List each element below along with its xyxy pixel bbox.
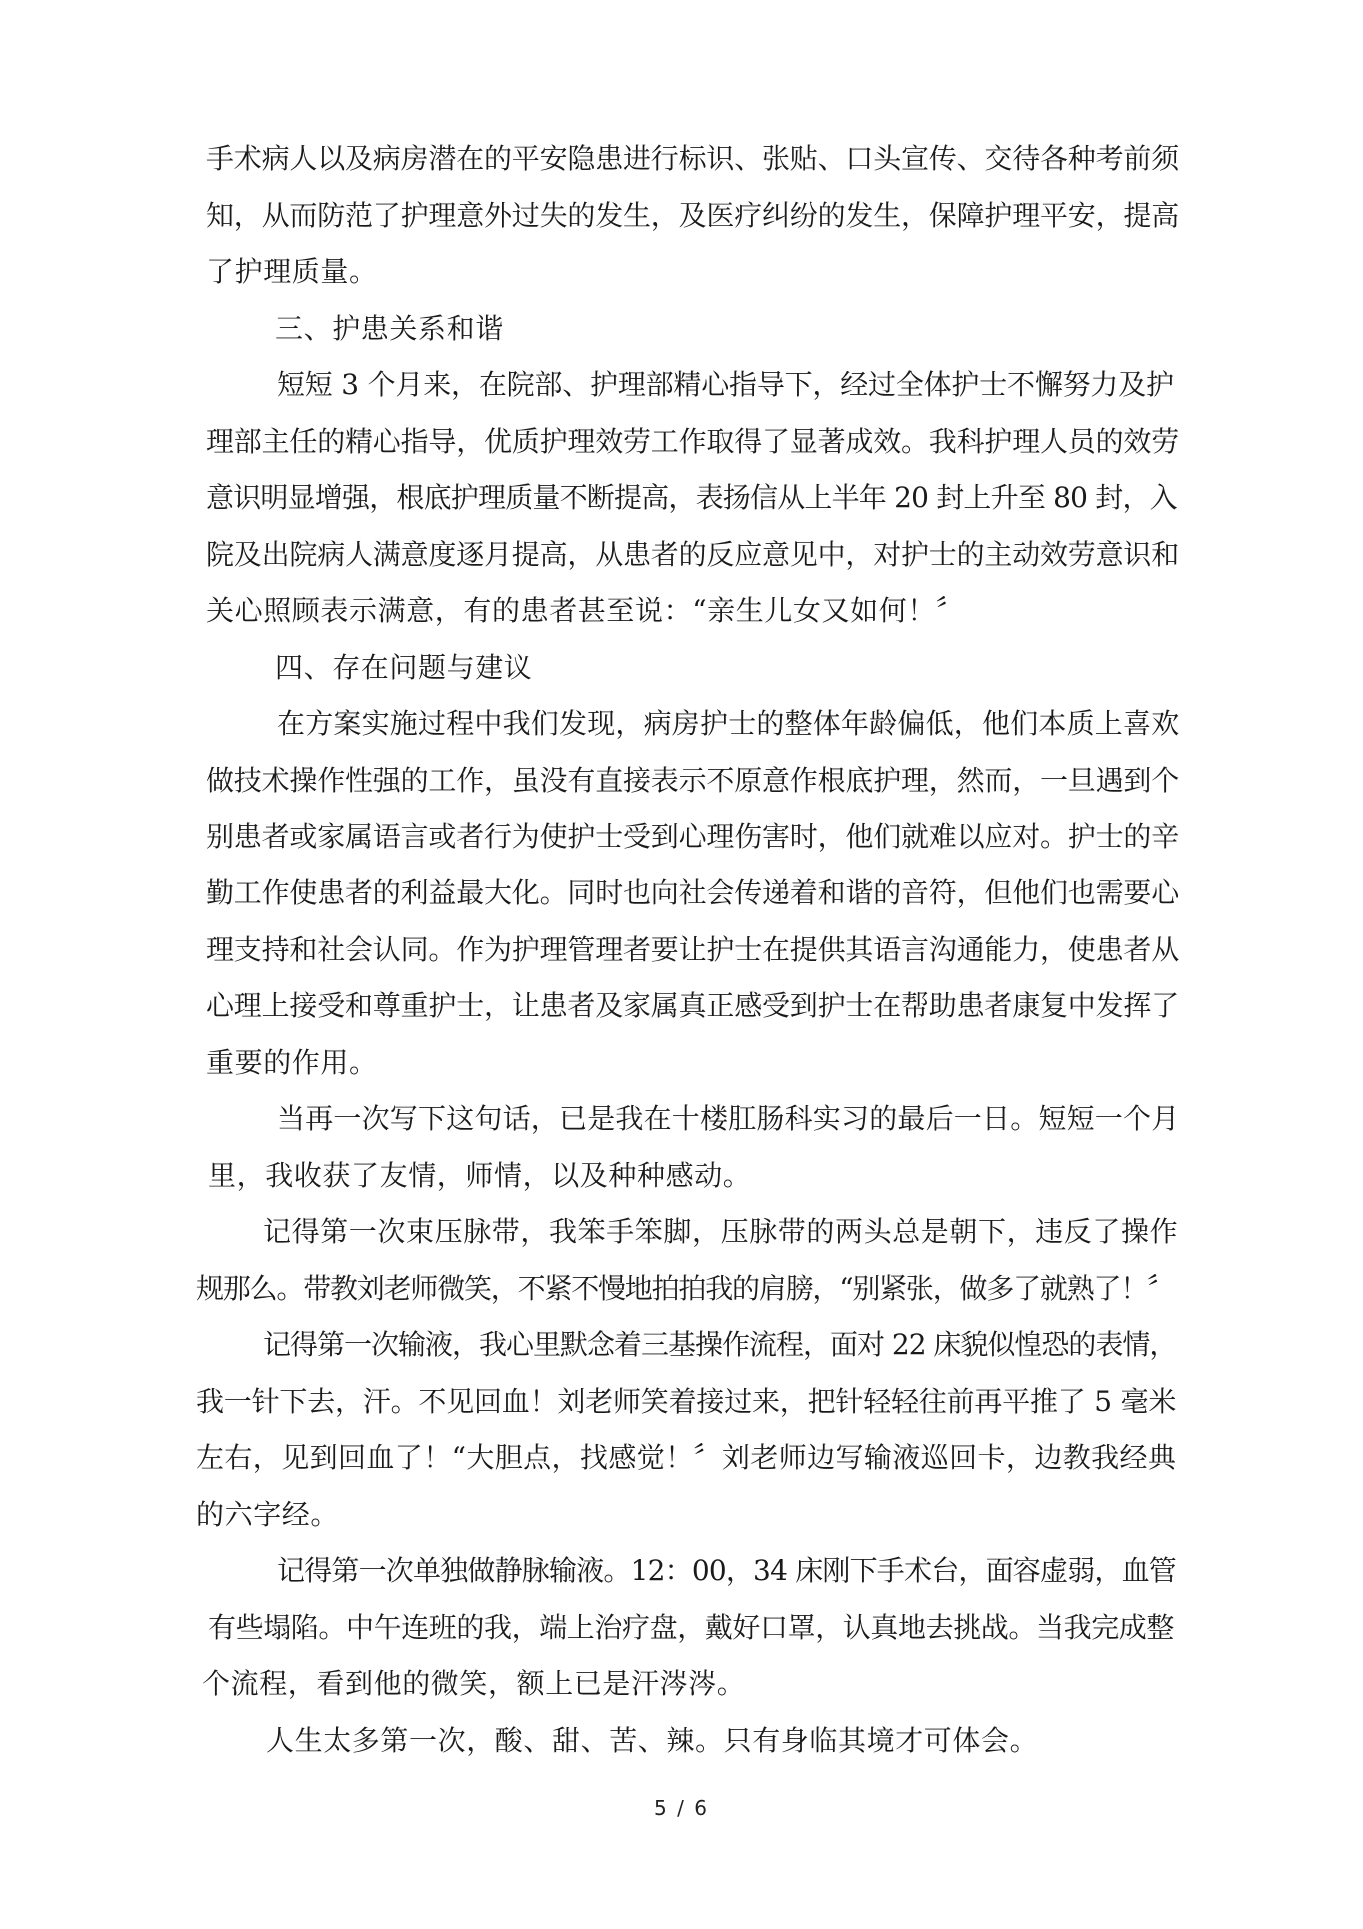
text-line: 做技术操作性强的工作，虽没有直接表示不原意作根底护理，然而，一旦遇到个 — [206, 764, 1180, 797]
text-line: 记得第一次输液，我心里默念着三基操作流程，面对 22 床貌似惶恐的表情， — [263, 1328, 1177, 1361]
text-line: 里，我收获了友情，师情，以及种种感动。 — [208, 1159, 752, 1192]
text-line: 记得第一次束压脉带，我笨手笨脚，压脉带的两头总是朝下，违反了操作 — [263, 1215, 1179, 1248]
section-heading: 三、护患关系和谐 — [275, 312, 504, 345]
text-line: 短短 3 个月来，在院部、护理部精心指导下，经过全体护士不懈努力及护 — [277, 368, 1174, 401]
text-line: 关心照顾表示满意，有的患者甚至说：“亲生儿女又如何！〞 — [206, 594, 965, 627]
text-line: 理部主任的精心指导，优质护理效劳工作取得了显著成效。我科护理人员的效劳 — [206, 425, 1180, 458]
text-line: 规那么。带教刘老师微笑，不紧不慢地拍拍我的肩膀，“别紧张，做多了就熟了！〞 — [196, 1272, 1174, 1305]
text-line: 在方案实施过程中我们发现，病房护士的整体年龄偏低，他们本质上喜欢 — [277, 707, 1180, 740]
text-line: 重要的作用。 — [206, 1046, 378, 1079]
page-number: 5 / 6 — [654, 1796, 709, 1820]
text-line: 有些塌陷。中午连班的我，端上治疗盘，戴好口罩，认真地去挑战。当我完成整 — [208, 1611, 1175, 1644]
text-line: 了护理质量。 — [206, 255, 378, 288]
text-line: 院及出院病人满意度逐月提高，从患者的反应意见中，对护士的主动效劳意识和 — [206, 538, 1180, 571]
text-line: 左右，见到回血了！“大胆点，找感觉！〞刘老师边写输液巡回卡，边教我经典 — [196, 1441, 1177, 1474]
text-line: 手术病人以及病房潜在的平安隐患进行标识、张贴、口头宣传、交待各种考前须 — [206, 142, 1180, 175]
text-line: 知，从而防范了护理意外过失的发生，及医疗纠纷的发生，保障护理平安，提高 — [206, 199, 1180, 232]
text-line: 个流程，看到他的微笑，额上已是汗涔涔。 — [202, 1667, 746, 1700]
text-line: 意识明显增强，根底护理质量不断提高，表扬信从上半年 20 封上升至 80 封，入 — [206, 481, 1177, 514]
text-line: 记得第一次单独做静脉输液。12：00，34 床刚下手术台，面容虚弱，血管 — [277, 1554, 1176, 1587]
text-line: 心理上接受和尊重护士，让患者及家属真正感受到护士在帮助患者康复中发挥了 — [206, 989, 1180, 1022]
text-line: 我一针下去，汗。不见回血！刘老师笑着接过来，把针轻轻往前再平推了 5 毫米 — [196, 1385, 1177, 1418]
text-line: 人生太多第一次，酸、甜、苦、辣。只有身临其境才可体会。 — [266, 1724, 1039, 1757]
text-line: 理支持和社会认同。作为护理管理者要让护士在提供其语言沟通能力，使患者从 — [206, 933, 1180, 966]
text-line: 当再一次写下这句话，已是我在十楼肛肠科实习的最后一日。短短一个月 — [277, 1102, 1180, 1135]
text-line: 别患者或家属语言或者行为使护士受到心理伤害时，他们就难以应对。护士的辛 — [206, 820, 1180, 853]
section-heading: 四、存在问题与建议 — [275, 651, 533, 684]
text-line: 的六字经。 — [196, 1498, 340, 1531]
text-line: 勤工作使患者的利益最大化。同时也向社会传递着和谐的音符，但他们也需要心 — [206, 876, 1180, 909]
